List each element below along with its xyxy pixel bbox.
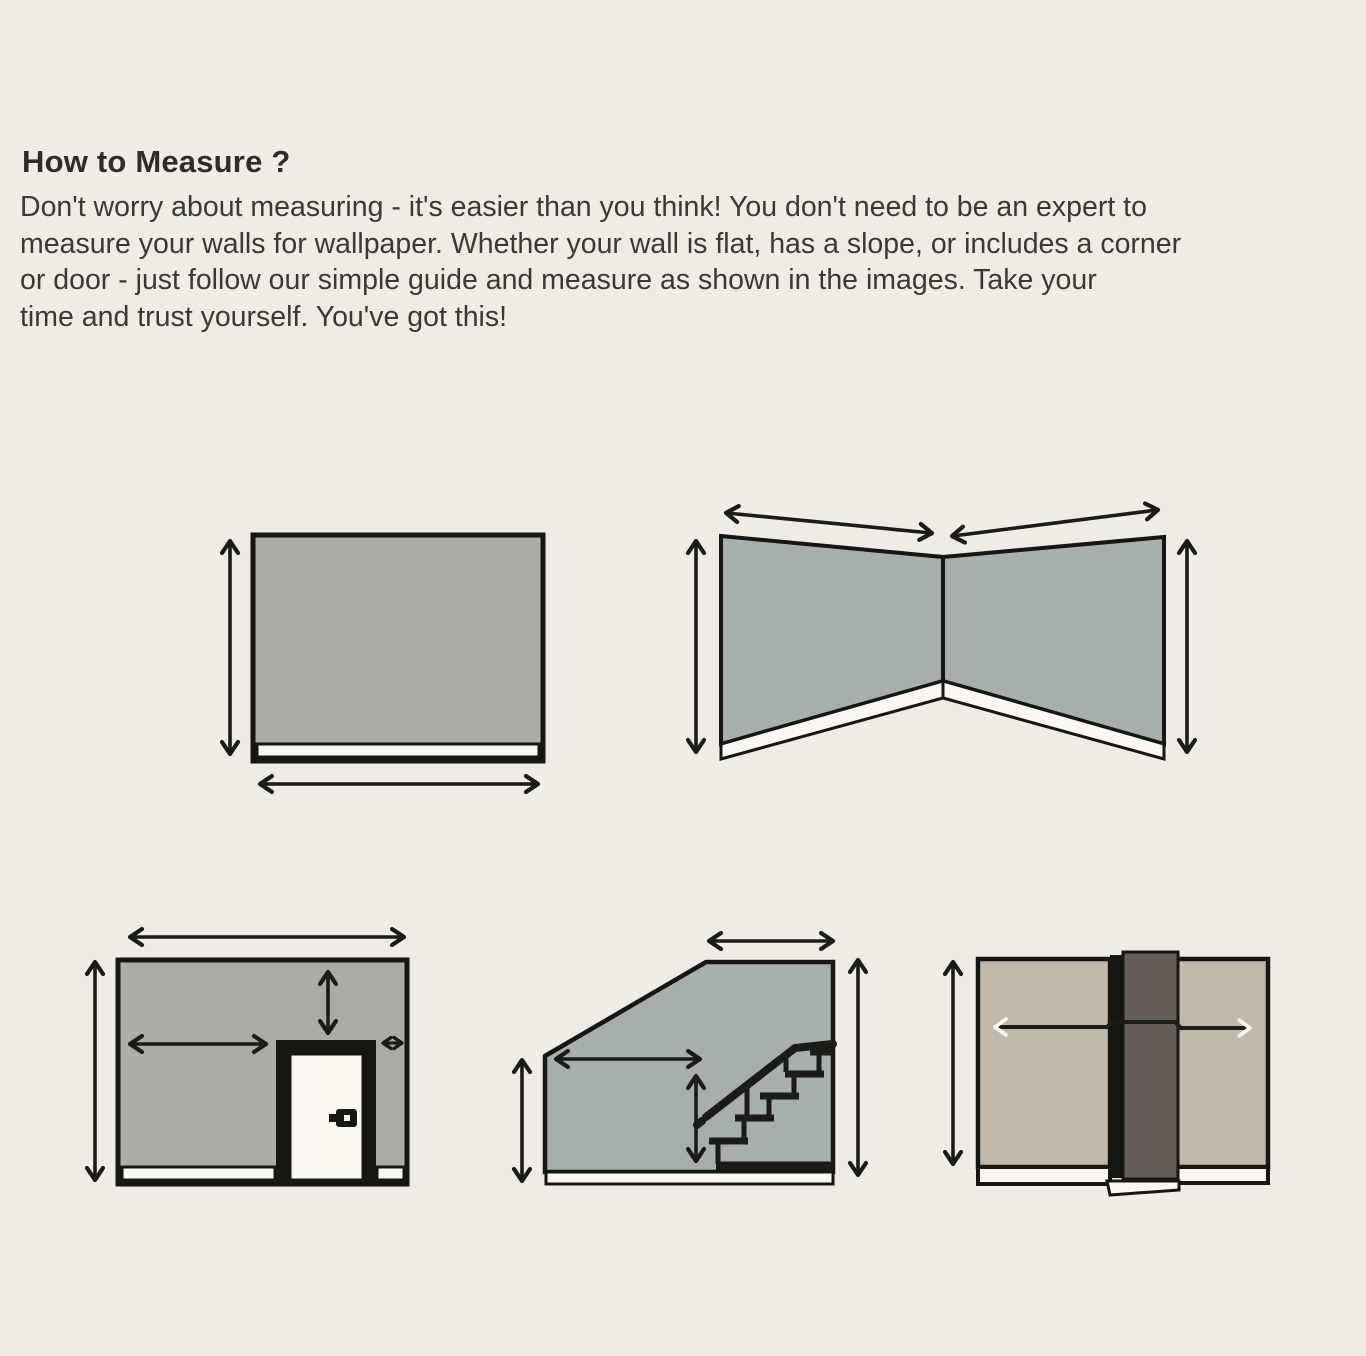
corner-walls-diagram [670,490,1210,780]
intro-line: Don't worry about measuring - it's easier than you think! You don't need to be an expert to [20,191,1147,223]
intro-paragraph [20,189,1181,335]
wall-with-column-diagram [930,940,1290,1205]
baseboard-right [377,1167,404,1180]
baseboard [257,744,539,757]
column [1123,952,1178,1179]
right-wall-face [1177,959,1268,1167]
sloped-wall-with-stairs-diagram [500,925,880,1210]
baseboard [546,1172,833,1184]
left-baseboard [978,1167,1110,1184]
wall-with-door-diagram [70,915,430,1205]
right-baseboard [1177,1167,1268,1183]
right-width-measure-arrow [953,510,1157,536]
flat-wall-diagram [200,470,570,820]
left-wall-face [978,959,1110,1167]
page-title: How to Measure ? [22,144,291,179]
column-baseboard-jog [1107,1181,1179,1195]
intro-line: time and trust yourself. You've got this! [20,300,508,333]
intro-line: or door - just follow our simple guide and measure as shown in the images. Take your [20,264,1097,296]
sloped-wall-face [545,962,833,1172]
intro-line: measure your walls for wallpaper. Whether your wall is flat, has a slope, or includes a corner [20,227,1182,260]
left-width-measure-arrow [727,513,931,533]
door-handle-hole [344,1115,350,1121]
wall-face [253,535,543,761]
column-shadow [1110,955,1123,1178]
baseboard-left [122,1167,275,1180]
